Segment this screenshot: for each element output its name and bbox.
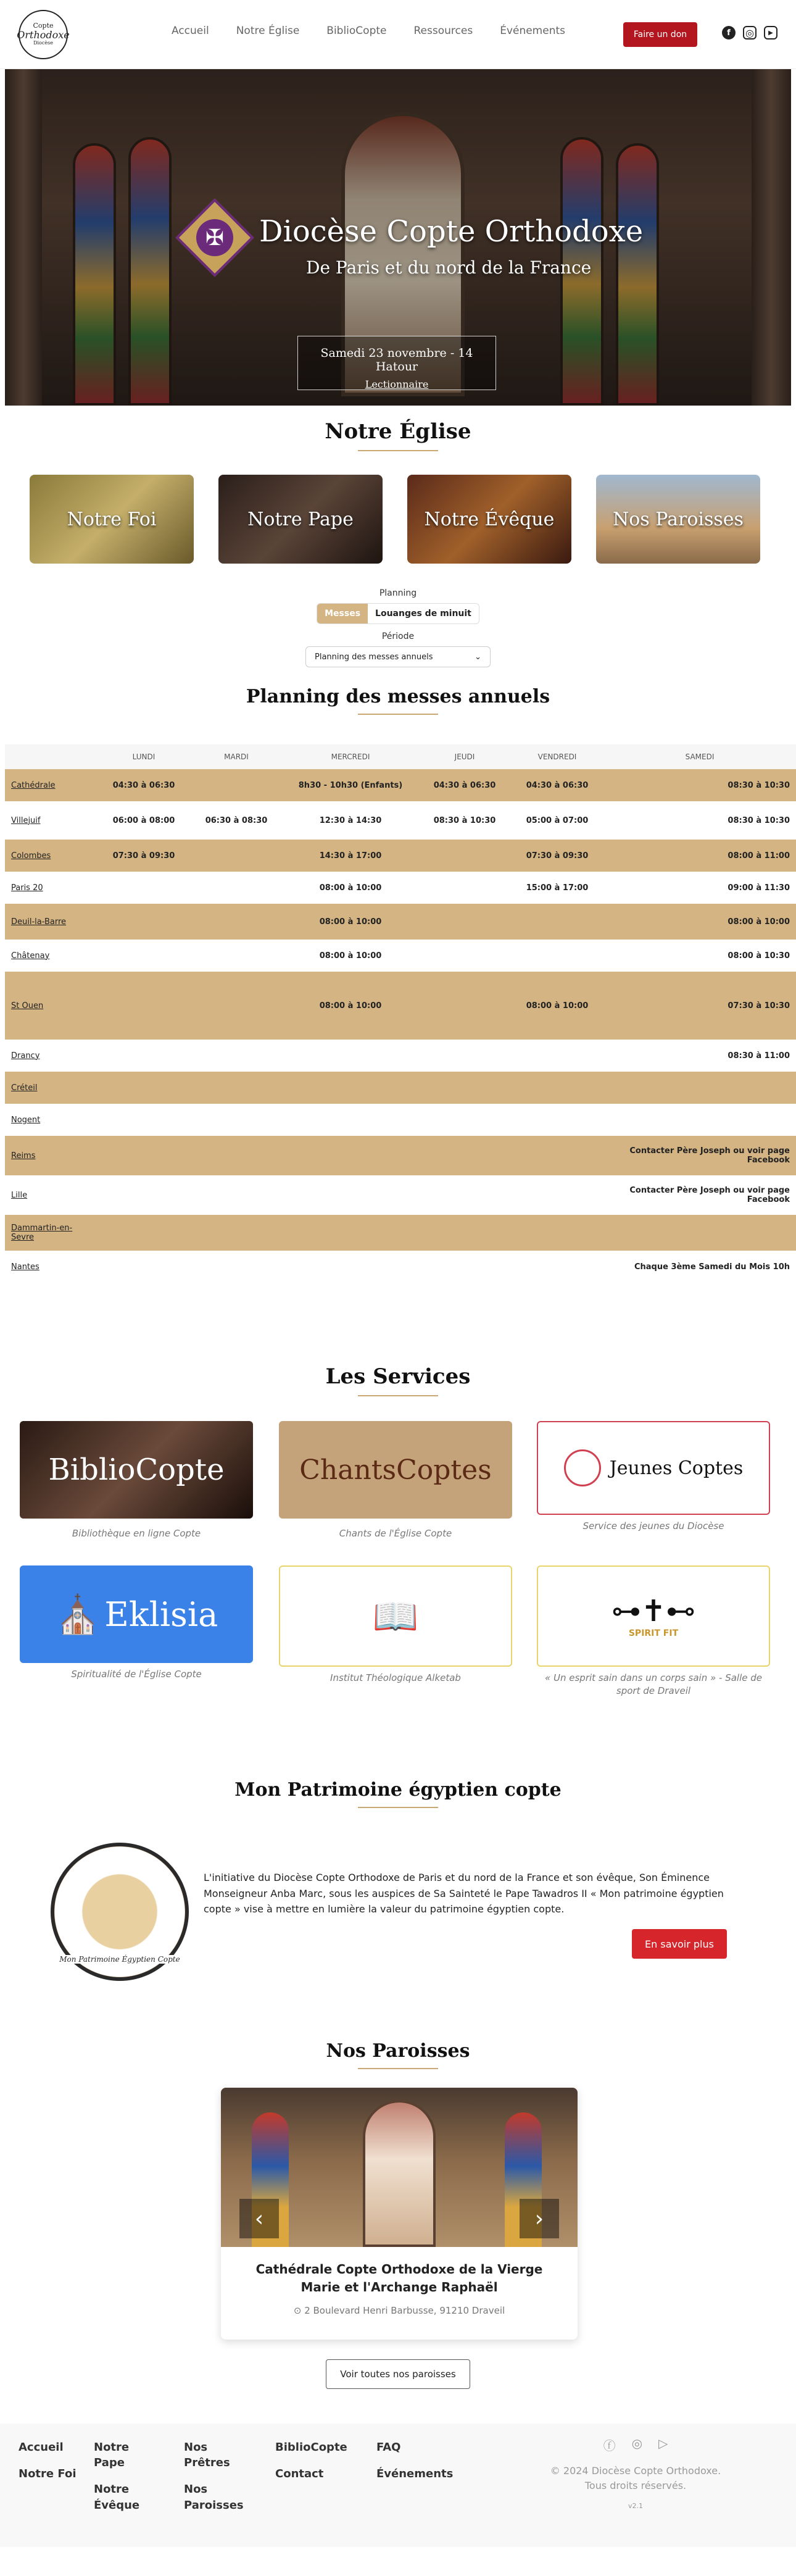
- footer-contact[interactable]: Contact: [275, 2467, 324, 2481]
- service-chantscoptes[interactable]: ChantsCoptes Chants de l'Église Copte: [279, 1421, 512, 1540]
- table-row: [5, 1040, 796, 1072]
- schedule-cell: [190, 1251, 283, 1283]
- footer-notre-foi[interactable]: Notre Foi: [19, 2467, 77, 2481]
- parish-link[interactable]: Cathédrale: [11, 780, 56, 790]
- nav-bibliocopte[interactable]: BiblioCopte: [326, 25, 387, 37]
- table-row: [5, 872, 796, 904]
- schedule-cell: [190, 1072, 283, 1104]
- table-row: [5, 1251, 796, 1283]
- schedule-cell: [283, 1072, 418, 1104]
- instagram-icon[interactable]: ◎: [743, 26, 757, 40]
- schedule-cell: 07:30 à 09:30: [526, 851, 589, 861]
- schedule-cell: 08:30 à 10:30: [433, 815, 496, 825]
- parish-link[interactable]: Deuil-la-Barre: [11, 917, 67, 927]
- schedule-cell: [511, 1215, 603, 1251]
- schedule-cell: [97, 1104, 190, 1136]
- schedule-cell: [97, 1072, 190, 1104]
- schedule-cell: 08:30 à 11:00: [728, 1051, 790, 1061]
- patrimoine-seal: Mon Patrimoine Égyptien Copte: [51, 1843, 189, 1981]
- schedule-cell: 08:00 à 11:00: [728, 851, 790, 861]
- footer-facebook-icon[interactable]: ⓕ: [603, 2438, 616, 2453]
- schedule-cell: [511, 1251, 603, 1283]
- hero-title: Diocèse Copte Orthodoxe: [259, 214, 644, 249]
- church-icon: ⛪: [54, 1593, 101, 1636]
- alketab-logo: 📖: [372, 1594, 419, 1638]
- footer-accueil[interactable]: Accueil: [19, 2441, 64, 2454]
- period-select[interactable]: Planning des messes annuels ⌄: [305, 646, 491, 667]
- schedule-cell: [190, 1175, 283, 1215]
- schedule-cell: [97, 972, 190, 1040]
- col-mardi: MARDI: [190, 744, 283, 769]
- table-row: [5, 1104, 796, 1136]
- site-footer: [0, 2424, 796, 2547]
- schedule-cell: [97, 1136, 190, 1175]
- col-jeudi: JEUDI: [418, 744, 511, 769]
- main-nav: [172, 25, 592, 37]
- parish-name: Cathédrale Copte Orthodoxe de la Vierge Marie et l'Archange Raphaël: [255, 2262, 543, 2295]
- schedule-cell: [511, 1136, 603, 1175]
- schedule-cell: [283, 1040, 418, 1072]
- footer-notre-eveque[interactable]: Notre Évêque: [94, 2483, 140, 2512]
- liturgical-date-box: [297, 336, 496, 390]
- schedule-cell: [511, 1040, 603, 1072]
- schedule-cell: [97, 904, 190, 940]
- service-jeunes-coptes[interactable]: Jeunes Coptes Service des jeunes du Diocèse: [537, 1421, 770, 1533]
- planning-toggle: [317, 603, 479, 624]
- schedule-cell: [511, 1072, 603, 1104]
- schedule-cell: [190, 1136, 283, 1175]
- schedule-cell: [190, 940, 283, 972]
- schedule-cell: [418, 940, 511, 972]
- card-notre-foi[interactable]: Notre Foi: [30, 475, 194, 564]
- site-logo[interactable]: Copte Orthodoxe Diocèse: [19, 10, 68, 59]
- schedule-cell: [418, 1136, 511, 1175]
- schedule-cell: [283, 1104, 418, 1136]
- schedule-cell: [418, 1040, 511, 1072]
- schedule-cell: [418, 972, 511, 1040]
- social-links: [722, 26, 777, 40]
- schedule-cell: 08:00 à 10:30: [728, 951, 790, 961]
- schedule-cell: [418, 1215, 511, 1251]
- parish-link[interactable]: Reims: [11, 1151, 36, 1161]
- parish-address: 2 Boulevard Henri Barbusse, 91210 Draveil: [304, 2305, 505, 2316]
- footer-nos-pretres[interactable]: Nos Prêtres: [184, 2441, 230, 2470]
- tab-louanges[interactable]: Louanges de minuit: [375, 609, 471, 619]
- schedule-cell: Contacter Père Joseph ou voir page Facebook: [629, 1186, 790, 1204]
- schedule-cell: [511, 1104, 603, 1136]
- service-spirit-fit[interactable]: ⊶✝⊷ SPIRIT FIT « Un esprit sain dans un corps sain » - Salle de sport de Draveil: [537, 1565, 770, 1698]
- schedule-cell: [97, 1040, 190, 1072]
- schedule-cell: [190, 972, 283, 1040]
- paroisses-title: Nos Paroisses: [326, 2040, 470, 2062]
- parish-link[interactable]: Paris 20: [11, 883, 43, 893]
- schedule-cell: Contacter Père Joseph ou voir page Facebook: [629, 1146, 790, 1165]
- schedule-cell: 04:30 à 06:30: [433, 780, 496, 790]
- schedule-cell: [418, 1072, 511, 1104]
- jeunes-coptes-logo: [564, 1449, 601, 1486]
- footer-nos-paroisses[interactable]: Nos Paroisses: [184, 2483, 244, 2512]
- parish-link[interactable]: Lille: [11, 1190, 28, 1200]
- schedule-cell: [190, 1040, 283, 1072]
- lectionary-link[interactable]: Lectionnaire: [365, 378, 429, 390]
- schedule-cell: [511, 940, 603, 972]
- schedule-cell: [190, 904, 283, 940]
- schedule-cell: Chaque 3ème Samedi du Mois 10h: [634, 1262, 790, 1272]
- schedule-cell: [190, 840, 283, 872]
- carousel-next-button[interactable]: [520, 2199, 559, 2238]
- patrimoine-title: Mon Patrimoine égyptien copte: [234, 1779, 562, 1801]
- schedule-cell: 04:30 à 06:30: [112, 780, 175, 790]
- parish-link[interactable]: Créteil: [11, 1083, 38, 1093]
- planning-title: Planning des messes annuels: [246, 686, 550, 707]
- footer-instagram-icon[interactable]: ◎: [631, 2436, 643, 2451]
- schedule-cell: [97, 1175, 190, 1215]
- table-row: [5, 769, 796, 801]
- card-notre-eveque[interactable]: Notre Évêque: [407, 475, 571, 564]
- copyright: © 2024 Diocèse Copte Orthodoxe. Tous droits réservés.: [550, 2465, 721, 2491]
- facebook-icon[interactable]: f: [722, 26, 736, 40]
- table-row: [5, 1072, 796, 1104]
- tab-messes[interactable]: Messes: [317, 604, 368, 623]
- footer-notre-pape[interactable]: Notre Pape: [94, 2441, 130, 2470]
- schedule-cell: [603, 1215, 796, 1251]
- hero-subtitle: De Paris et du nord de la France: [306, 257, 592, 278]
- table-row: [5, 801, 796, 840]
- view-all-parishes-button[interactable]: Voir toutes nos paroisses: [326, 2359, 470, 2389]
- schedule-cell: 08:30 à 10:30: [728, 815, 790, 825]
- schedule-cell: [190, 1104, 283, 1136]
- mass-schedule-table: [5, 744, 796, 1283]
- liturgical-date: Samedi 23 novembre - 14 Hatour: [320, 346, 473, 373]
- schedule-cell: [511, 904, 603, 940]
- table-row: [5, 904, 796, 940]
- notre-eglise-title: Notre Église: [325, 419, 471, 444]
- schedule-cell: [190, 769, 283, 801]
- parish-link[interactable]: Villejuif: [11, 815, 41, 825]
- schedule-cell: [283, 1136, 418, 1175]
- schedule-cell: 08:30 à 10:30: [728, 780, 790, 790]
- parish-link[interactable]: St Ouen: [11, 1001, 44, 1011]
- schedule-cell: [418, 1251, 511, 1283]
- version: v2.1: [628, 2502, 643, 2510]
- schedule-cell: [283, 1251, 418, 1283]
- schedule-cell: [418, 904, 511, 940]
- parish-link[interactable]: Dammartin-en-Sevre: [11, 1223, 73, 1242]
- schedule-cell: 09:00 à 11:30: [728, 883, 790, 893]
- planning-label: Planning: [379, 588, 417, 598]
- table-row: [5, 840, 796, 872]
- schedule-cell: 14:30 à 17:00: [319, 851, 382, 861]
- schedule-cell: [283, 1175, 418, 1215]
- parish-card[interactable]: [221, 2088, 578, 2340]
- schedule-cell: [603, 1072, 796, 1104]
- carousel-prev-button[interactable]: [239, 2199, 279, 2238]
- col-mercredi: MERCREDI: [283, 744, 418, 769]
- schedule-cell: 08:00 à 10:00: [319, 883, 382, 893]
- schedule-cell: 05:00 à 07:00: [526, 815, 589, 825]
- site-header: [0, 0, 796, 69]
- nav-accueil[interactable]: Accueil: [172, 25, 209, 37]
- period-label: Période: [381, 631, 415, 641]
- nav-evenements[interactable]: Événements: [500, 25, 565, 37]
- service-eklisia[interactable]: ⛪ Eklisia Spiritualité de l'Église Copte: [20, 1565, 253, 1681]
- footer-evenements[interactable]: Événements: [376, 2467, 454, 2481]
- service-bibliocopte[interactable]: BiblioCopte Bibliothèque en ligne Copte: [20, 1421, 253, 1540]
- parish-link[interactable]: Nantes: [11, 1262, 39, 1272]
- parish-link[interactable]: Colombes: [11, 851, 51, 861]
- schedule-cell: [511, 1175, 603, 1215]
- schedule-cell: [190, 872, 283, 904]
- dumbbell-icon: ⊶✝⊷: [611, 1594, 696, 1628]
- chevron-right-icon: ›: [534, 2206, 544, 2232]
- schedule-cell: [97, 1215, 190, 1251]
- nav-notre-eglise[interactable]: Notre Église: [236, 25, 300, 37]
- schedule-cell: [418, 872, 511, 904]
- hero-banner: [5, 69, 791, 406]
- schedule-cell: 08:00 à 10:00: [526, 1001, 589, 1011]
- chevron-down-icon: ⌄: [475, 652, 481, 662]
- col-vendredi: VENDREDI: [511, 744, 603, 769]
- card-nos-paroisses[interactable]: Nos Paroisses: [596, 475, 760, 564]
- schedule-cell: 15:00 à 17:00: [526, 883, 589, 893]
- schedule-cell: [418, 840, 511, 872]
- table-row: [5, 1136, 796, 1175]
- card-notre-pape[interactable]: Notre Pape: [218, 475, 383, 564]
- services-title: Les Services: [325, 1364, 471, 1389]
- location-pin-icon: ⊙: [293, 2305, 302, 2316]
- schedule-cell: 12:30 à 14:30: [319, 815, 382, 825]
- table-row: [5, 972, 796, 1040]
- youtube-icon[interactable]: ▶: [764, 26, 777, 40]
- col-lundi: LUNDI: [97, 744, 190, 769]
- nav-ressources[interactable]: Ressources: [413, 25, 473, 37]
- schedule-cell: [603, 1104, 796, 1136]
- en-savoir-plus-button[interactable]: En savoir plus: [632, 1929, 727, 1959]
- footer-bibliocopte[interactable]: BiblioCopte: [275, 2441, 347, 2454]
- schedule-cell: 08:00 à 10:00: [319, 1001, 382, 1011]
- schedule-cell: 08:00 à 10:00: [728, 917, 790, 927]
- schedule-cell: 08:00 à 10:00: [319, 917, 382, 927]
- table-row: [5, 1175, 796, 1215]
- parish-link[interactable]: Nogent: [11, 1115, 41, 1125]
- table-row: [5, 1215, 796, 1251]
- col-samedi: SAMEDI: [603, 744, 796, 769]
- schedule-cell: 07:30 à 10:30: [728, 1001, 790, 1011]
- footer-faq[interactable]: FAQ: [376, 2441, 401, 2454]
- schedule-cell: [418, 1104, 511, 1136]
- parish-link[interactable]: Drancy: [11, 1051, 40, 1061]
- schedule-cell: [418, 1175, 511, 1215]
- schedule-cell: [97, 1251, 190, 1283]
- schedule-cell: 8h30 - 10h30 (Enfants): [298, 780, 403, 790]
- footer-youtube-icon[interactable]: ▷: [658, 2436, 668, 2451]
- parish-photo: [221, 2088, 578, 2247]
- schedule-cell: 07:30 à 09:30: [112, 851, 175, 861]
- donate-button[interactable]: Faire un don: [623, 22, 697, 47]
- schedule-cell: 06:30 à 08:30: [205, 815, 268, 825]
- schedule-cell: [97, 940, 190, 972]
- schedule-cell: 04:30 à 06:30: [526, 780, 589, 790]
- schedule-cell: [190, 1215, 283, 1251]
- table-row: [5, 940, 796, 972]
- table-header-row: [5, 744, 796, 769]
- service-alketab[interactable]: 📖 Institut Théologique Alketab: [279, 1565, 512, 1685]
- parish-link[interactable]: Châtenay: [11, 951, 50, 961]
- chevron-left-icon: ‹: [254, 2206, 264, 2232]
- schedule-cell: [283, 1215, 418, 1251]
- patrimoine-text: L'initiative du Diocèse Copte Orthodoxe de Paris et du nord de la France et son évêque, Son Éminence Monseigneur Anba Marc, sous les auspices de Sa Sainteté le Pape Tawadros II « Mon patrimoine égyptien copte » vise à mettre en lumière la valeur du patrimoine égyptien copte.: [204, 1872, 724, 1915]
- schedule-cell: [97, 872, 190, 904]
- schedule-cell: 08:00 à 10:00: [319, 951, 382, 961]
- schedule-cell: 06:00 à 08:00: [112, 815, 175, 825]
- diocese-cross-logo: ✠: [181, 204, 249, 272]
